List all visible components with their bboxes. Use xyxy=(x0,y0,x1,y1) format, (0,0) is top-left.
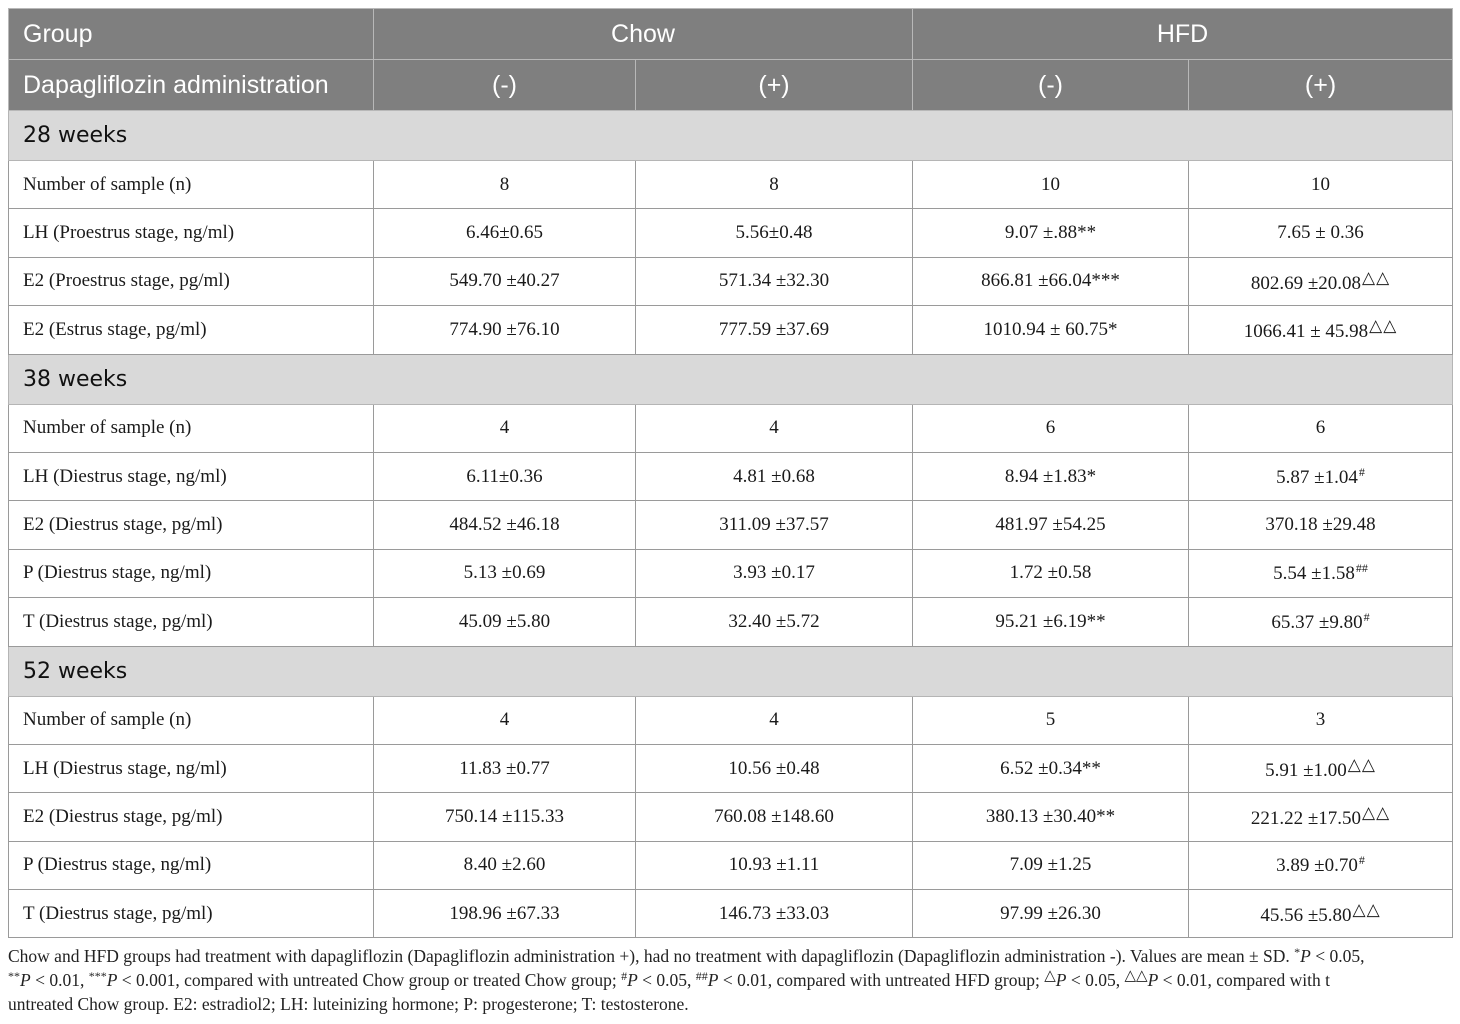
value-text: 9.07 ±.88** xyxy=(1004,222,1097,244)
table-row xyxy=(9,404,1453,452)
row-label: E2 (Proestrus stage, pg/ml) xyxy=(9,257,374,305)
header-row-administration xyxy=(9,60,1453,111)
footnote-line-1 xyxy=(8,944,1456,968)
section-row xyxy=(9,111,1453,161)
row-label: LH (Diestrus stage, ng/ml) xyxy=(9,744,374,792)
value-cell xyxy=(374,696,636,744)
footnote-text: < 0.05, xyxy=(1066,970,1125,990)
value-text: 7.65 ± 0.36 xyxy=(1277,222,1364,244)
value-cell xyxy=(913,209,1189,257)
value-cell xyxy=(636,257,913,305)
significance-mark: # xyxy=(621,969,628,983)
value-text: 774.90 ±76.10 xyxy=(449,318,560,340)
value-text: 10.93 ±1.11 xyxy=(728,854,820,876)
value-cell xyxy=(913,793,1189,841)
value-text: 8 xyxy=(769,173,779,195)
row-label: P (Diestrus stage, ng/ml) xyxy=(9,841,374,889)
value-text: 45.09 ±5.80 xyxy=(458,610,551,632)
chow-plus-header: (+) xyxy=(636,60,913,111)
value-cell xyxy=(913,501,1189,549)
value-cell xyxy=(1189,306,1453,354)
value-cell xyxy=(913,598,1189,646)
value-text: 6.52 ±0.34** xyxy=(1000,757,1101,779)
row-label: LH (Proestrus stage, ng/ml) xyxy=(9,209,374,257)
header-row-group xyxy=(9,9,1453,60)
table-footnote xyxy=(8,944,1456,1024)
value-text: 5.87 ±1.04 xyxy=(1276,466,1358,488)
value-cell xyxy=(636,209,913,257)
value-cell xyxy=(374,306,636,354)
value-cell xyxy=(374,549,636,597)
triangle-mark: △△ xyxy=(1369,316,1398,336)
value-cell xyxy=(374,404,636,452)
significance-mark: # xyxy=(1363,609,1370,624)
value-cell xyxy=(636,793,913,841)
p-symbol: P xyxy=(20,970,31,990)
value-text: 95.21 ±6.19** xyxy=(995,610,1106,632)
value-text: 549.70 ±40.27 xyxy=(449,270,560,292)
value-cell xyxy=(913,841,1189,889)
value-cell xyxy=(636,744,913,792)
table-row xyxy=(9,501,1453,549)
value-text: 4 xyxy=(769,709,779,731)
value-text: 4 xyxy=(499,417,510,439)
footnote-text: < 0.05, xyxy=(1310,946,1365,966)
value-cell xyxy=(1189,696,1453,744)
row-label: E2 (Diestrus stage, pg/ml) xyxy=(9,501,374,549)
value-text: 1066.41 ± 45.98 xyxy=(1243,321,1369,343)
value-text: 5.91 ±1.00 xyxy=(1265,760,1347,782)
value-cell xyxy=(636,161,913,209)
footnote-text: < 0.05, xyxy=(637,970,696,990)
value-cell xyxy=(913,549,1189,597)
value-text: 10 xyxy=(1041,173,1061,195)
p-symbol: P xyxy=(1055,970,1067,990)
footnote-text: < 0.01, xyxy=(30,970,89,990)
footnote-line-3: untreated Chow group. E2: estradiol2; LH: luteinizing hormone; P: progesterone; T: testosterone. xyxy=(8,994,689,1014)
value-text: 65.37 ±9.80 xyxy=(1271,611,1363,633)
p-symbol: P xyxy=(1300,946,1311,966)
p-symbol: P xyxy=(106,970,118,990)
footnote-text: < 0.01, compared with untreated HFD group; xyxy=(718,970,1045,990)
hfd-header: HFD xyxy=(913,9,1453,60)
p-symbol: P xyxy=(1147,970,1159,990)
table-row xyxy=(9,549,1453,597)
row-label: P (Diestrus stage, ng/ml) xyxy=(9,549,374,597)
value-text: 8.40 ±2.60 xyxy=(463,854,546,876)
significance-mark: # xyxy=(1358,464,1365,479)
value-cell xyxy=(636,598,913,646)
value-cell xyxy=(1189,598,1453,646)
p-symbol: P xyxy=(627,970,638,990)
row-label: Number of sample (n) xyxy=(9,404,374,452)
value-cell xyxy=(636,501,913,549)
administration-header: Dapagliflozin administration xyxy=(9,60,374,111)
chow-header: Chow xyxy=(374,9,913,60)
section-title: 38 weeks xyxy=(9,354,1453,404)
section-row xyxy=(9,646,1453,696)
value-cell xyxy=(913,890,1189,938)
value-cell xyxy=(636,452,913,500)
value-text: 5.56±0.48 xyxy=(735,222,813,244)
value-cell xyxy=(1189,257,1453,305)
value-text: 380.13 ±30.40** xyxy=(985,805,1116,827)
value-cell xyxy=(374,501,636,549)
value-text: 3 xyxy=(1315,709,1326,731)
value-text: 8.94 ±1.83* xyxy=(1004,465,1097,487)
value-cell xyxy=(1189,793,1453,841)
row-label: T (Diestrus stage, pg/ml) xyxy=(9,890,374,938)
value-text: 4.81 ±0.68 xyxy=(733,465,815,487)
value-cell xyxy=(1189,161,1453,209)
value-cell xyxy=(374,209,636,257)
value-text: 4 xyxy=(499,709,510,731)
row-label: Number of sample (n) xyxy=(9,161,374,209)
significance-mark: ## xyxy=(695,969,708,983)
triangle-mark: △△ xyxy=(1352,900,1381,920)
table-row xyxy=(9,841,1453,889)
value-cell xyxy=(1189,452,1453,500)
value-text: 198.96 ±67.33 xyxy=(449,902,560,924)
value-text: 97.99 ±26.30 xyxy=(1000,902,1101,924)
significance-mark: # xyxy=(1358,853,1365,868)
value-cell xyxy=(1189,841,1453,889)
value-cell xyxy=(1189,744,1453,792)
value-text: 6.46±0.65 xyxy=(466,222,543,244)
value-cell xyxy=(913,744,1189,792)
value-text: 484.52 ±46.18 xyxy=(449,514,560,536)
footnote-line-2 xyxy=(8,968,1456,992)
value-cell xyxy=(374,793,636,841)
value-text: 6 xyxy=(1045,417,1056,439)
value-cell xyxy=(913,452,1189,500)
triangle-mark: △△ xyxy=(1347,755,1376,775)
section-row xyxy=(9,354,1453,404)
value-text: 4 xyxy=(769,417,779,439)
value-text: 10.56 ±0.48 xyxy=(728,757,820,779)
value-cell xyxy=(913,306,1189,354)
value-text: 6 xyxy=(1315,417,1326,439)
value-cell xyxy=(374,257,636,305)
value-text: 311.09 ±37.57 xyxy=(719,514,829,536)
row-label: T (Diestrus stage, pg/ml) xyxy=(9,598,374,646)
significance-mark: *** xyxy=(88,969,107,983)
triangle-mark: △△ xyxy=(1124,968,1148,984)
table-row xyxy=(9,257,1453,305)
value-text: 370.18 ±29.48 xyxy=(1265,514,1376,536)
table-row xyxy=(9,696,1453,744)
value-text: 45.56 ±5.80 xyxy=(1260,905,1352,927)
table-row xyxy=(9,744,1453,792)
value-text: 5.54 ±1.58 xyxy=(1273,563,1355,585)
value-cell xyxy=(636,549,913,597)
value-text: 146.73 ±33.03 xyxy=(718,902,830,924)
footnote-text: < 0.01, compared with t xyxy=(1158,970,1330,990)
value-text: 802.69 ±20.08 xyxy=(1250,272,1362,294)
value-cell xyxy=(1189,404,1453,452)
value-text: 571.34 ±32.30 xyxy=(718,270,830,292)
value-cell xyxy=(636,696,913,744)
value-cell xyxy=(913,696,1189,744)
table-row xyxy=(9,793,1453,841)
value-text: 7.09 ±1.25 xyxy=(1009,854,1092,876)
triangle-mark: △ xyxy=(1044,968,1056,984)
hormone-table xyxy=(8,8,1453,938)
value-cell xyxy=(636,890,913,938)
row-label: Number of sample (n) xyxy=(9,696,374,744)
value-text: 10 xyxy=(1311,173,1331,195)
group-header: Group xyxy=(9,9,374,60)
p-symbol: P xyxy=(707,970,719,990)
value-text: 221.22 ±17.50 xyxy=(1250,808,1362,830)
table-row xyxy=(9,306,1453,354)
value-text: 5.13 ±0.69 xyxy=(463,562,546,584)
value-text: 1.72 ±0.58 xyxy=(1009,562,1092,584)
value-cell xyxy=(1189,890,1453,938)
chow-minus-header: (-) xyxy=(374,60,636,111)
triangle-mark: △△ xyxy=(1362,267,1391,287)
value-cell xyxy=(913,161,1189,209)
table-row xyxy=(9,598,1453,646)
table-row xyxy=(9,161,1453,209)
value-cell xyxy=(374,161,636,209)
significance-mark: ** xyxy=(8,969,20,983)
significance-mark: ## xyxy=(1355,561,1368,576)
hfd-minus-header: (-) xyxy=(913,60,1189,111)
value-text: 866.81 ±66.04*** xyxy=(981,270,1120,292)
value-text: 11.83 ±0.77 xyxy=(459,757,550,779)
value-cell xyxy=(636,841,913,889)
hfd-plus-header: (+) xyxy=(1189,60,1453,111)
value-text: 750.14 ±115.33 xyxy=(445,805,564,827)
row-label: LH (Diestrus stage, ng/ml) xyxy=(9,452,374,500)
value-cell xyxy=(1189,209,1453,257)
value-cell xyxy=(1189,549,1453,597)
value-text: 777.59 ±37.69 xyxy=(718,318,830,340)
section-title: 28 weeks xyxy=(9,111,1453,161)
footnote-text: < 0.001, compared with untreated Chow group or treated Chow group; xyxy=(117,970,622,990)
row-label: E2 (Estrus stage, pg/ml) xyxy=(9,306,374,354)
row-label: E2 (Diestrus stage, pg/ml) xyxy=(9,793,374,841)
triangle-mark: △△ xyxy=(1362,803,1391,823)
value-text: 481.97 ±54.25 xyxy=(995,514,1106,536)
value-text: 3.89 ±0.70 xyxy=(1276,855,1358,877)
value-cell xyxy=(374,598,636,646)
value-text: 8 xyxy=(499,173,510,195)
value-cell xyxy=(913,404,1189,452)
value-text: 3.93 ±0.17 xyxy=(733,562,815,584)
value-cell xyxy=(374,452,636,500)
value-cell xyxy=(636,404,913,452)
section-title: 52 weeks xyxy=(9,646,1453,696)
value-text: 32.40 ±5.72 xyxy=(728,610,820,632)
value-cell xyxy=(374,890,636,938)
value-text: 1010.94 ± 60.75* xyxy=(983,318,1118,340)
value-text: 5 xyxy=(1045,709,1056,731)
value-cell xyxy=(374,841,636,889)
value-cell xyxy=(913,257,1189,305)
footnote-text: Chow and HFD groups had treatment with dapagliflozin (Dapagliflozin administration +), had no treatment with dapagliflozin (Dapagliflozin administration -). Values are mean ± SD. xyxy=(8,946,1295,966)
value-cell xyxy=(636,306,913,354)
table-row xyxy=(9,209,1453,257)
table-row xyxy=(9,890,1453,938)
value-text: 6.11±0.36 xyxy=(466,465,543,487)
value-cell xyxy=(1189,501,1453,549)
table-body xyxy=(9,111,1453,938)
value-cell xyxy=(374,744,636,792)
significance-mark: * xyxy=(1294,945,1301,959)
table-row xyxy=(9,452,1453,500)
value-text: 760.08 ±148.60 xyxy=(714,805,834,827)
